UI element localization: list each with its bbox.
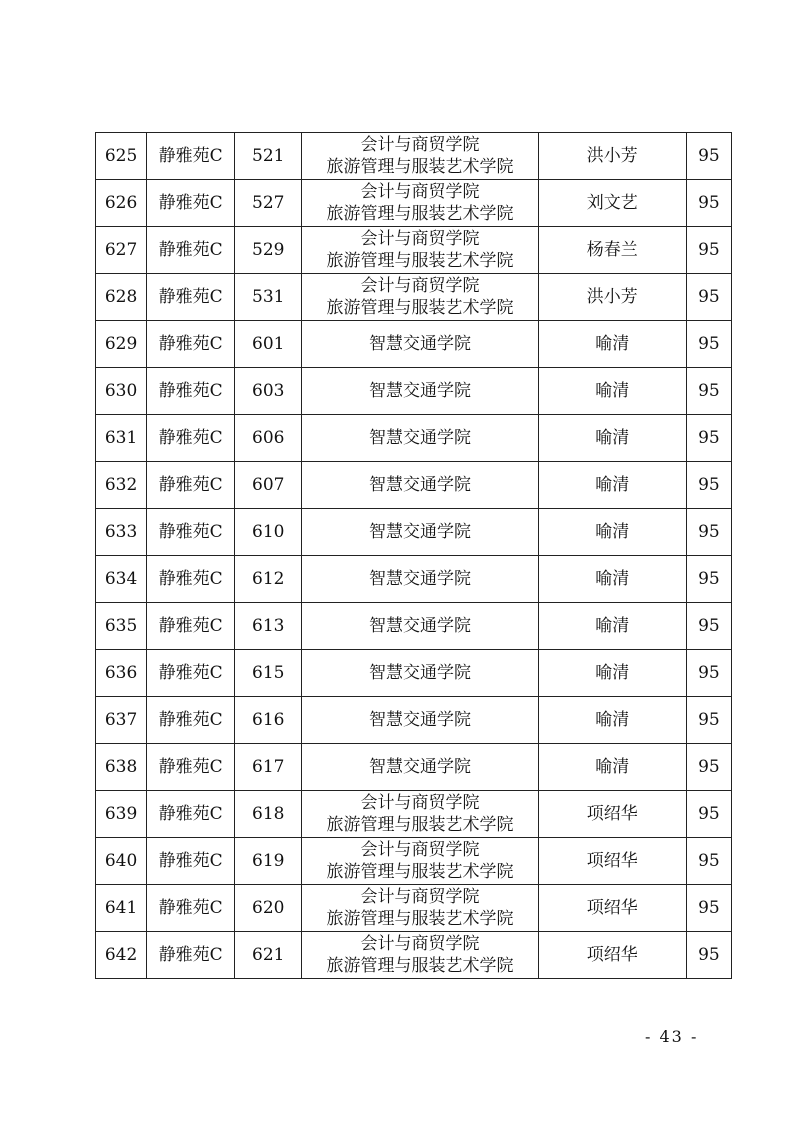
table-row xyxy=(96,180,732,227)
score-cell: 95 xyxy=(686,227,731,274)
building-cell: 静雅苑C xyxy=(147,227,235,274)
room-cell: 621 xyxy=(235,932,302,979)
college-line: 旅游管理与服装艺术学院 xyxy=(326,298,514,318)
college-line: 智慧交通学院 xyxy=(368,522,471,542)
building-cell: 静雅苑C xyxy=(147,885,235,932)
tutor-cell: 洪小芳 xyxy=(538,274,686,321)
score-cell: 95 xyxy=(686,603,731,650)
college-line: 旅游管理与服装艺术学院 xyxy=(326,862,514,882)
dormitory-score-table xyxy=(95,132,732,979)
college-line: 会计与商贸学院 xyxy=(360,887,480,907)
table-row xyxy=(96,603,732,650)
score-cell: 95 xyxy=(686,368,731,415)
score-cell: 95 xyxy=(686,321,731,368)
row-number-cell: 629 xyxy=(96,321,147,368)
college-cell xyxy=(302,180,538,227)
room-cell: 618 xyxy=(235,791,302,838)
building-cell: 静雅苑C xyxy=(147,274,235,321)
tutor-cell: 项绍华 xyxy=(538,838,686,885)
room-cell: 610 xyxy=(235,509,302,556)
college-cell xyxy=(302,415,538,462)
room-cell: 620 xyxy=(235,885,302,932)
table-row xyxy=(96,556,732,603)
score-cell: 95 xyxy=(686,744,731,791)
table-row xyxy=(96,227,732,274)
college-line: 会计与商贸学院 xyxy=(360,840,480,860)
building-cell: 静雅苑C xyxy=(147,180,235,227)
table-row xyxy=(96,462,732,509)
room-cell: 612 xyxy=(235,556,302,603)
building-cell: 静雅苑C xyxy=(147,415,235,462)
table-row xyxy=(96,509,732,556)
college-line: 旅游管理与服装艺术学院 xyxy=(326,909,514,929)
college-cell xyxy=(302,274,538,321)
building-cell: 静雅苑C xyxy=(147,509,235,556)
college-line: 智慧交通学院 xyxy=(368,334,471,354)
building-cell: 静雅苑C xyxy=(147,744,235,791)
college-cell xyxy=(302,838,538,885)
room-cell: 616 xyxy=(235,697,302,744)
college-cell xyxy=(302,227,538,274)
college-line: 智慧交通学院 xyxy=(368,569,471,589)
row-number-cell: 639 xyxy=(96,791,147,838)
score-cell: 95 xyxy=(686,791,731,838)
building-cell: 静雅苑C xyxy=(147,697,235,744)
college-line: 会计与商贸学院 xyxy=(360,135,480,155)
college-line: 智慧交通学院 xyxy=(368,616,471,636)
building-cell: 静雅苑C xyxy=(147,133,235,180)
building-cell: 静雅苑C xyxy=(147,932,235,979)
room-cell: 531 xyxy=(235,274,302,321)
table-row xyxy=(96,133,732,180)
score-cell: 95 xyxy=(686,556,731,603)
college-cell xyxy=(302,368,538,415)
college-cell xyxy=(302,556,538,603)
college-cell xyxy=(302,603,538,650)
table-row xyxy=(96,744,732,791)
college-cell xyxy=(302,321,538,368)
college-cell xyxy=(302,650,538,697)
row-number-cell: 635 xyxy=(96,603,147,650)
score-cell: 95 xyxy=(686,180,731,227)
row-number-cell: 627 xyxy=(96,227,147,274)
tutor-cell: 喻清 xyxy=(538,415,686,462)
college-line: 会计与商贸学院 xyxy=(360,182,480,202)
tutor-cell: 喻清 xyxy=(538,744,686,791)
tutor-cell: 杨春兰 xyxy=(538,227,686,274)
college-line: 会计与商贸学院 xyxy=(360,934,480,954)
college-line: 旅游管理与服装艺术学院 xyxy=(326,157,514,177)
tutor-cell: 刘文艺 xyxy=(538,180,686,227)
page-number: - 43 - xyxy=(645,1027,699,1046)
college-line: 会计与商贸学院 xyxy=(360,793,480,813)
row-number-cell: 636 xyxy=(96,650,147,697)
row-number-cell: 641 xyxy=(96,885,147,932)
row-number-cell: 628 xyxy=(96,274,147,321)
tutor-cell: 项绍华 xyxy=(538,791,686,838)
tutor-cell: 洪小芳 xyxy=(538,133,686,180)
college-line: 旅游管理与服装艺术学院 xyxy=(326,956,514,976)
tutor-cell: 项绍华 xyxy=(538,885,686,932)
college-cell xyxy=(302,885,538,932)
tutor-cell: 喻清 xyxy=(538,321,686,368)
college-cell xyxy=(302,791,538,838)
score-cell: 95 xyxy=(686,650,731,697)
building-cell: 静雅苑C xyxy=(147,838,235,885)
table-row xyxy=(96,932,732,979)
score-cell: 95 xyxy=(686,932,731,979)
row-number-cell: 642 xyxy=(96,932,147,979)
room-cell: 521 xyxy=(235,133,302,180)
score-cell: 95 xyxy=(686,274,731,321)
room-cell: 527 xyxy=(235,180,302,227)
score-cell: 95 xyxy=(686,838,731,885)
table-row xyxy=(96,650,732,697)
table-body xyxy=(96,133,732,979)
college-line: 智慧交通学院 xyxy=(368,710,471,730)
row-number-cell: 633 xyxy=(96,509,147,556)
room-cell: 619 xyxy=(235,838,302,885)
row-number-cell: 638 xyxy=(96,744,147,791)
tutor-cell: 喻清 xyxy=(538,556,686,603)
score-cell: 95 xyxy=(686,697,731,744)
room-cell: 615 xyxy=(235,650,302,697)
room-cell: 606 xyxy=(235,415,302,462)
row-number-cell: 632 xyxy=(96,462,147,509)
table-row xyxy=(96,885,732,932)
row-number-cell: 640 xyxy=(96,838,147,885)
row-number-cell: 626 xyxy=(96,180,147,227)
building-cell: 静雅苑C xyxy=(147,368,235,415)
college-line: 智慧交通学院 xyxy=(368,663,471,683)
table-row xyxy=(96,274,732,321)
room-cell: 603 xyxy=(235,368,302,415)
tutor-cell: 喻清 xyxy=(538,603,686,650)
room-cell: 601 xyxy=(235,321,302,368)
tutor-cell: 喻清 xyxy=(538,650,686,697)
room-cell: 607 xyxy=(235,462,302,509)
college-cell xyxy=(302,462,538,509)
tutor-cell: 喻清 xyxy=(538,697,686,744)
building-cell: 静雅苑C xyxy=(147,556,235,603)
college-line: 智慧交通学院 xyxy=(368,381,471,401)
tutor-cell: 喻清 xyxy=(538,462,686,509)
tutor-cell: 项绍华 xyxy=(538,932,686,979)
row-number-cell: 625 xyxy=(96,133,147,180)
college-line: 会计与商贸学院 xyxy=(360,229,480,249)
tutor-cell: 喻清 xyxy=(538,509,686,556)
college-line: 旅游管理与服装艺术学院 xyxy=(326,251,514,271)
tutor-cell: 喻清 xyxy=(538,368,686,415)
table-row xyxy=(96,368,732,415)
building-cell: 静雅苑C xyxy=(147,462,235,509)
college-line: 旅游管理与服装艺术学院 xyxy=(326,204,514,224)
table-row xyxy=(96,697,732,744)
row-number-cell: 634 xyxy=(96,556,147,603)
college-line: 旅游管理与服装艺术学院 xyxy=(326,815,514,835)
building-cell: 静雅苑C xyxy=(147,650,235,697)
college-cell xyxy=(302,744,538,791)
college-cell xyxy=(302,133,538,180)
table-row xyxy=(96,791,732,838)
score-cell: 95 xyxy=(686,133,731,180)
score-cell: 95 xyxy=(686,509,731,556)
score-cell: 95 xyxy=(686,462,731,509)
table-row xyxy=(96,838,732,885)
score-cell: 95 xyxy=(686,415,731,462)
table-row xyxy=(96,321,732,368)
score-cell: 95 xyxy=(686,885,731,932)
row-number-cell: 637 xyxy=(96,697,147,744)
building-cell: 静雅苑C xyxy=(147,791,235,838)
building-cell: 静雅苑C xyxy=(147,321,235,368)
college-cell xyxy=(302,932,538,979)
row-number-cell: 630 xyxy=(96,368,147,415)
college-cell xyxy=(302,697,538,744)
college-line: 会计与商贸学院 xyxy=(360,276,480,296)
room-cell: 613 xyxy=(235,603,302,650)
room-cell: 529 xyxy=(235,227,302,274)
building-cell: 静雅苑C xyxy=(147,603,235,650)
college-line: 智慧交通学院 xyxy=(368,475,471,495)
table-row xyxy=(96,415,732,462)
college-cell xyxy=(302,509,538,556)
college-line: 智慧交通学院 xyxy=(368,428,471,448)
room-cell: 617 xyxy=(235,744,302,791)
row-number-cell: 631 xyxy=(96,415,147,462)
college-line: 智慧交通学院 xyxy=(368,757,471,777)
